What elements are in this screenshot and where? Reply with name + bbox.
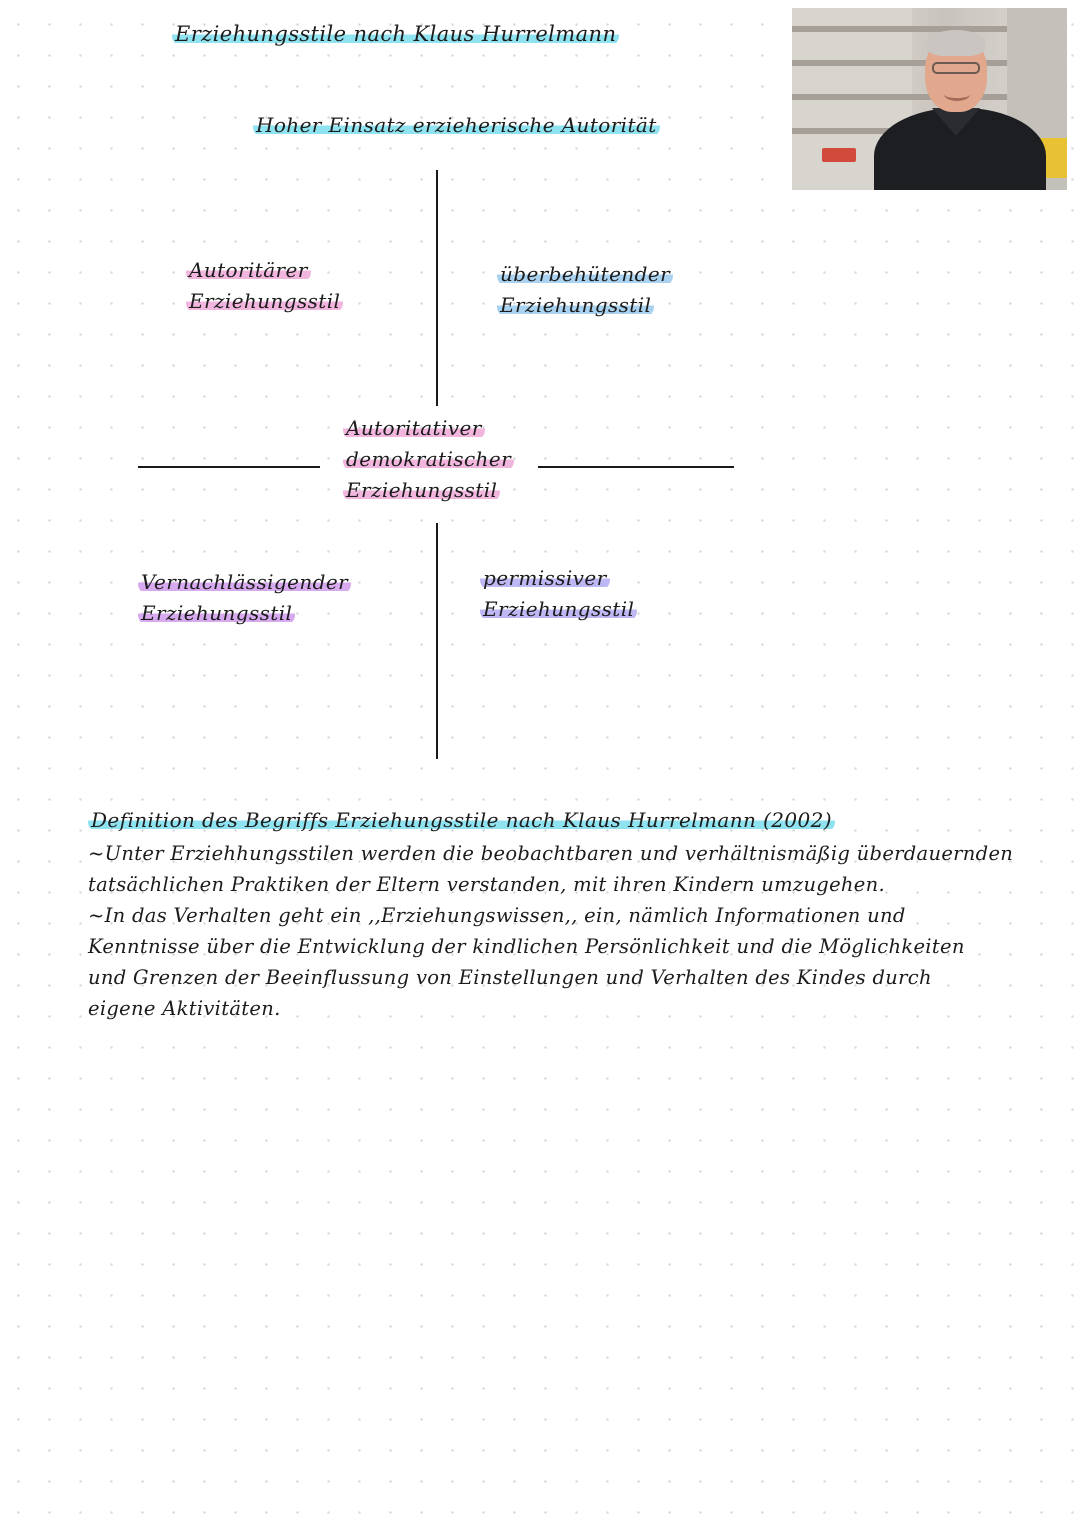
axis-top-label [253,113,660,137]
axis-top-label-text: Hoher Einsatz erzieherische Autorität [253,113,660,137]
photo-person-smile [944,88,970,101]
quadrant-label: Autoritativer [343,416,485,440]
definition-line: ~Unter Erziehhungsstilen werden die beobachtbaren und verhältnismäßig überdauernden [88,842,1014,865]
horizontal-axis-left [138,466,320,468]
vertical-axis-top [436,170,438,406]
quadrant-label: Autoritärer [186,258,311,282]
quadrant-label: demokratischer [343,447,514,471]
page-title [172,22,619,46]
quadrant-bottom-right [480,563,637,625]
quadrant-label: Erziehungsstil [186,289,343,313]
definition-body [88,838,1073,1024]
quadrant-label: Erziehungsstil [138,601,295,625]
definition-title [88,808,835,832]
definition-title-text: Definition des Begriffs Erziehungsstile nach Klaus Hurrelmann (2002) [88,808,835,832]
quadrant-center [343,413,514,506]
quadrant-label: Erziehungsstil [497,293,654,317]
quadrant-top-left [186,255,343,317]
definition-line: und Grenzen der Beeinflussung von Einstellungen und Verhalten des Kindes durch [88,966,932,989]
quadrant-label: überbehütender [497,262,673,286]
quadrant-label: Erziehungsstil [343,478,500,502]
portrait-photo [792,8,1067,190]
vertical-axis-bottom [436,523,438,759]
quadrant-label: Vernachlässigender [138,570,351,594]
definition-line: ~In das Verhalten geht ein ,,Erziehungswissen,, ein, nämlich Informationen und [88,904,906,927]
photo-red-sign [822,148,856,162]
definition-line: Kenntnisse über die Entwicklung der kindlichen Persönlichkeit und die Möglichkeiten [88,935,965,958]
definition-line: tatsächlichen Praktiken der Eltern verstanden, mit ihren Kindern umzugehen. [88,873,885,896]
definition-line: eigene Aktivitäten. [88,997,281,1020]
quadrant-label: permissiver [480,566,610,590]
glasses-icon [932,62,980,74]
photo-person-hair [927,30,985,56]
quadrant-top-right [497,259,673,321]
page-title-text: Erziehungsstile nach Klaus Hurrelmann [172,22,619,46]
quadrant-label: Erziehungsstil [480,597,637,621]
horizontal-axis-right [538,466,734,468]
quadrant-bottom-left [138,567,351,629]
